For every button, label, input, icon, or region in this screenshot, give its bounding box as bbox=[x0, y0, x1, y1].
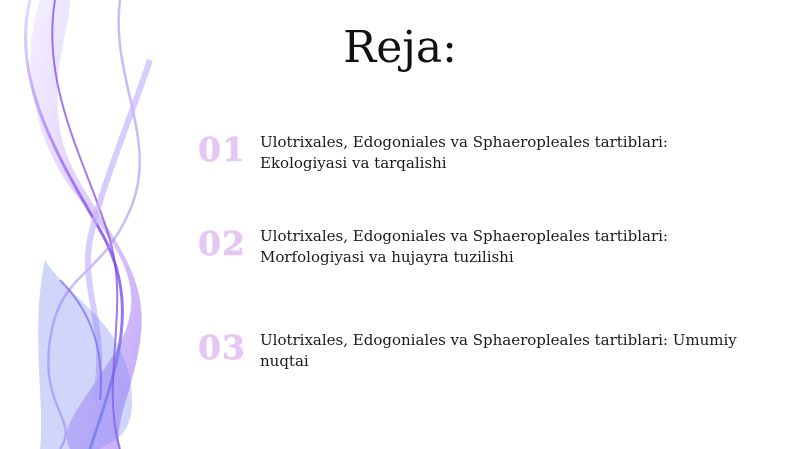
agenda-number-2: 02 bbox=[198, 224, 246, 263]
agenda-number-1: 01 bbox=[198, 130, 246, 169]
agenda-number-3: 03 bbox=[198, 328, 246, 367]
slide-title: Reja: bbox=[343, 22, 457, 73]
agenda-text-2: Ulotrixales, Edogoniales va Sphaeropleales tartiblari: Morfologiyasi va hujayra tuzilishi bbox=[260, 227, 668, 266]
agenda-text-1: Ulotrixales, Edogoniales va Sphaeropleales tartiblari: Ekologiyasi va tarqalishi bbox=[260, 133, 668, 172]
agenda-text-3: Ulotrixales, Edogoniales va Sphaeropleales tartiblari: Umumiy nuqtai bbox=[260, 331, 737, 370]
